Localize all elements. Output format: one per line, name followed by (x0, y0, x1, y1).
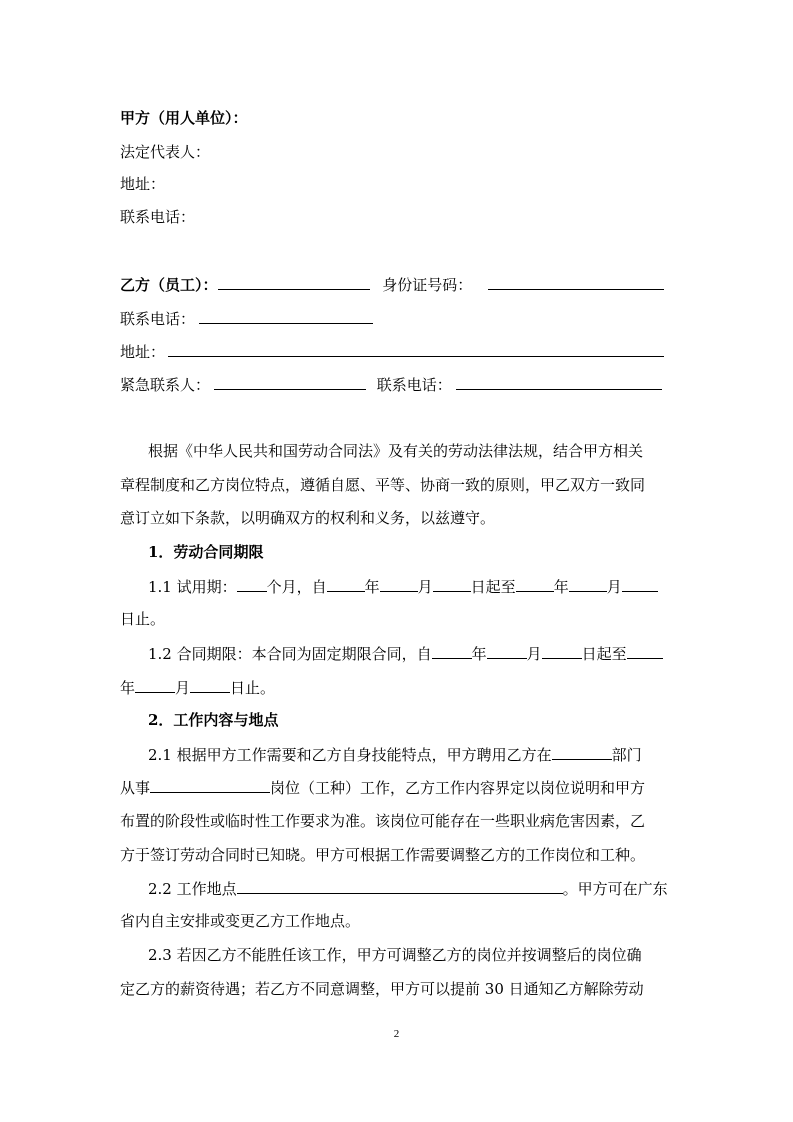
month-text: 月 (606, 578, 622, 596)
party-b-name-row (120, 274, 664, 295)
clause-2-1-lead: 2.1 根据甲方工作需要和乙方自身技能特点，甲方聘用乙方在 (148, 746, 552, 764)
probation-start-year-blank[interactable] (327, 576, 365, 592)
clause-2-1-line-3: 布置的阶段性或临时性工作要求为准。该岗位可能存在一些职业病危害因素，乙 (120, 812, 646, 830)
clause-1-1-line-1 (148, 576, 658, 597)
clause-2-1-line-4: 方于签订劳动合同时已知晓。甲方可根据工作需要调整乙方的工作岗位和工种。 (120, 846, 646, 864)
department-text: 部门 (611, 746, 642, 764)
probation-end-year-blank[interactable] (516, 576, 554, 592)
intro-line-1: 根据《中华人民共和国劳动合同法》及有关的劳动法律法规，结合甲方相关 (148, 442, 644, 460)
end-text: 日止。 (230, 679, 276, 697)
id-number-label: 身份证号码： (382, 276, 473, 294)
year-text: 年 (471, 645, 487, 663)
contract-end-day-blank[interactable] (190, 677, 230, 693)
party-b-address-label: 地址： (120, 343, 166, 361)
intro-line-2: 章程制度和乙方岗位特点，遵循自愿、平等、协商一致的原则，甲乙双方一致同 (120, 476, 646, 494)
clause-2-3-line-2: 定乙方的薪资待遇；若乙方不同意调整，甲方可以提前 30 日通知乙方解除劳动 (120, 980, 644, 998)
clause-2-3-line-1: 2.3 若因乙方不能胜任该工作，甲方可调整乙方的岗位并按调整后的岗位确 (148, 946, 642, 964)
emergency-contact-label: 紧急联系人： (120, 376, 211, 394)
clause-2-1-line-2 (120, 777, 645, 798)
party-b-phone-row (120, 308, 373, 329)
party-b-name-blank[interactable] (218, 274, 370, 290)
party-b-heading: 乙方（员工）： (120, 276, 218, 294)
party-a-phone-label: 联系电话： (120, 208, 196, 226)
emergency-contact-row (120, 374, 662, 395)
clause-2-2-line-1 (148, 878, 668, 899)
probation-start-day-blank[interactable] (433, 576, 471, 592)
month-text: 月 (417, 578, 433, 596)
clause-2-2-line-2: 省内自主安排或变更乙方工作地点。 (120, 912, 361, 930)
party-b-address-blank[interactable] (168, 341, 664, 357)
party-b-address-row (120, 341, 664, 362)
probation-end-day-blank[interactable] (622, 576, 658, 592)
month-text: 月 (175, 679, 191, 697)
emergency-phone-label: 联系电话： (376, 376, 452, 394)
intro-line-3: 意订立如下条款，以明确双方的权利和义务，以兹遵守。 (120, 509, 496, 527)
clause-1-2-line-2 (120, 677, 275, 698)
position-text: 岗位（工种）工作，乙方工作内容界定以岗位说明和甲方 (270, 779, 646, 797)
contract-end-year-blank[interactable] (627, 643, 663, 659)
page-number: 2 (393, 1028, 400, 1040)
day-to-text: 日起至 (470, 578, 516, 596)
clause-2-2-lead: 2.2 工作地点 (148, 880, 237, 898)
section-2-title: 2．工作内容与地点 (148, 711, 279, 729)
contract-start-year-blank[interactable] (432, 643, 472, 659)
clause-1-2-line-1 (148, 643, 663, 664)
clause-1-1-lead: 1.1 试用期： (148, 578, 237, 596)
clause-1-2-lead: 1.2 合同期限：本合同为固定期限合同，自 (148, 645, 432, 663)
party-a-heading: 甲方（用人单位）： (120, 109, 248, 127)
section-1-title: 1．劳动合同期限 (148, 543, 264, 561)
emergency-phone-blank[interactable] (456, 374, 662, 390)
emergency-contact-blank[interactable] (214, 374, 366, 390)
party-a-address-label: 地址： (120, 175, 166, 193)
probation-months-blank[interactable] (237, 576, 267, 592)
department-blank[interactable] (552, 744, 612, 760)
contract-end-month-blank[interactable] (135, 677, 175, 693)
year-text: 年 (553, 578, 569, 596)
months-from-text: 个月，自 (266, 578, 327, 596)
work-location-blank[interactable] (237, 878, 563, 894)
clause-1-1-line-2: 日止。 (120, 610, 166, 628)
legal-rep-label: 法定代表人： (120, 143, 211, 161)
probation-end-month-blank[interactable] (569, 576, 607, 592)
day-to-text: 日起至 (581, 645, 627, 663)
clause-2-2-tail: 。甲方可在广东 (562, 880, 668, 898)
engage-in-text: 从事 (120, 779, 151, 797)
party-b-phone-label: 联系电话： (120, 310, 196, 328)
clause-2-1-line-1 (148, 744, 642, 765)
year-text: 年 (364, 578, 380, 596)
party-b-phone-blank[interactable] (199, 308, 373, 324)
month-text: 月 (526, 645, 542, 663)
contract-start-month-blank[interactable] (487, 643, 527, 659)
probation-start-month-blank[interactable] (380, 576, 418, 592)
position-blank[interactable] (150, 777, 270, 793)
id-number-blank[interactable] (488, 274, 664, 290)
contract-start-day-blank[interactable] (542, 643, 582, 659)
year-text: 年 (120, 679, 136, 697)
